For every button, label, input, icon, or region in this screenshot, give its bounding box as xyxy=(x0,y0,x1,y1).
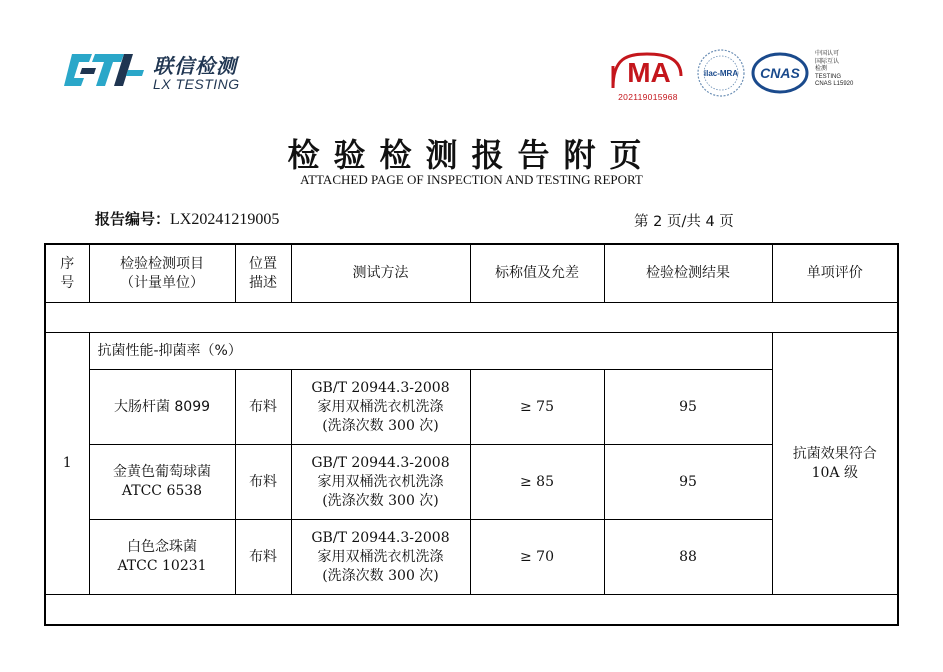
cert-line: CNAS L15920 xyxy=(815,81,854,87)
cnas-logo-icon xyxy=(751,51,809,95)
results-table xyxy=(44,243,899,626)
position-cell: 布料 xyxy=(235,370,291,445)
table-row xyxy=(45,520,898,595)
seq-cell: 1 xyxy=(45,333,89,595)
cma-number: 202119015968 xyxy=(618,92,678,102)
lx-logo-icon xyxy=(62,50,146,90)
cert-line: 中国认可 xyxy=(815,51,840,57)
report-number-value: LX20241219005 xyxy=(170,211,280,228)
cert-line: TESTING xyxy=(815,73,842,80)
table-spacer-row xyxy=(45,595,898,626)
logo-text-cn: 联信检测 xyxy=(153,54,237,78)
header-nominal: 标称值及允差 xyxy=(470,244,604,303)
header-position: 位置 描述 xyxy=(235,244,291,303)
table-category-row xyxy=(45,333,898,370)
header-seq: 序 号 xyxy=(45,244,89,303)
method-cell: GB/T 20944.3-2008 家用双桶洗衣机洗涤 (洗涤次数 300 次) xyxy=(291,370,470,445)
page-title-cn: 检验检测报告附页 xyxy=(287,136,656,174)
ilac-label: ilac-MRA xyxy=(703,69,739,78)
header-result: 检验检测结果 xyxy=(604,244,772,303)
page-indicator: 第 2 页/共 4 页 xyxy=(634,214,734,230)
header-item: 检验检测项目 （计量单位） xyxy=(89,244,235,303)
cert-line: 检测 xyxy=(815,66,828,72)
cnas-label: CNAS xyxy=(760,65,800,81)
rating-cell: 抗菌效果符合 10A 级 xyxy=(772,333,898,595)
ilac-mra-icon xyxy=(696,48,746,98)
position-cell: 布料 xyxy=(235,520,291,595)
item-cell: 白色念珠菌 ATCC 10231 xyxy=(89,520,235,595)
table-spacer-row xyxy=(45,303,898,333)
position-cell: 布料 xyxy=(235,445,291,520)
category-cell: 抗菌性能-抑菌率（%） xyxy=(89,333,772,370)
result-cell: 95 xyxy=(604,370,772,445)
result-cell: 95 xyxy=(604,445,772,520)
header-method: 测试方法 xyxy=(291,244,470,303)
item-cell: 金黄色葡萄球菌 ATCC 6538 xyxy=(89,445,235,520)
result-cell: 88 xyxy=(604,520,772,595)
item-cell: 大肠杆菌 8099 xyxy=(89,370,235,445)
spacer-cell xyxy=(45,303,898,333)
spacer-cell xyxy=(45,595,898,626)
page-title-en: ATTACHED PAGE OF INSPECTION AND TESTING REPORT xyxy=(300,172,643,187)
table-row xyxy=(45,370,898,445)
nominal-cell: ≥ 75 xyxy=(470,370,604,445)
cnas-cert-text xyxy=(815,51,853,89)
method-cell: GB/T 20944.3-2008 家用双桶洗衣机洗涤 (洗涤次数 300 次) xyxy=(291,520,470,595)
report-number-label: 报告编号： xyxy=(95,210,171,228)
header-rating: 单项评价 xyxy=(772,244,898,303)
nominal-cell: ≥ 85 xyxy=(470,445,604,520)
cma-label: MA xyxy=(627,57,671,88)
table-header-row xyxy=(45,244,898,303)
cert-line: 国际互认 xyxy=(815,58,840,65)
logo-text-en: LX TESTING xyxy=(153,76,240,92)
table-row xyxy=(45,445,898,520)
method-cell: GB/T 20944.3-2008 家用双桶洗衣机洗涤 (洗涤次数 300 次) xyxy=(291,445,470,520)
report-number xyxy=(95,208,279,229)
nominal-cell: ≥ 70 xyxy=(470,520,604,595)
